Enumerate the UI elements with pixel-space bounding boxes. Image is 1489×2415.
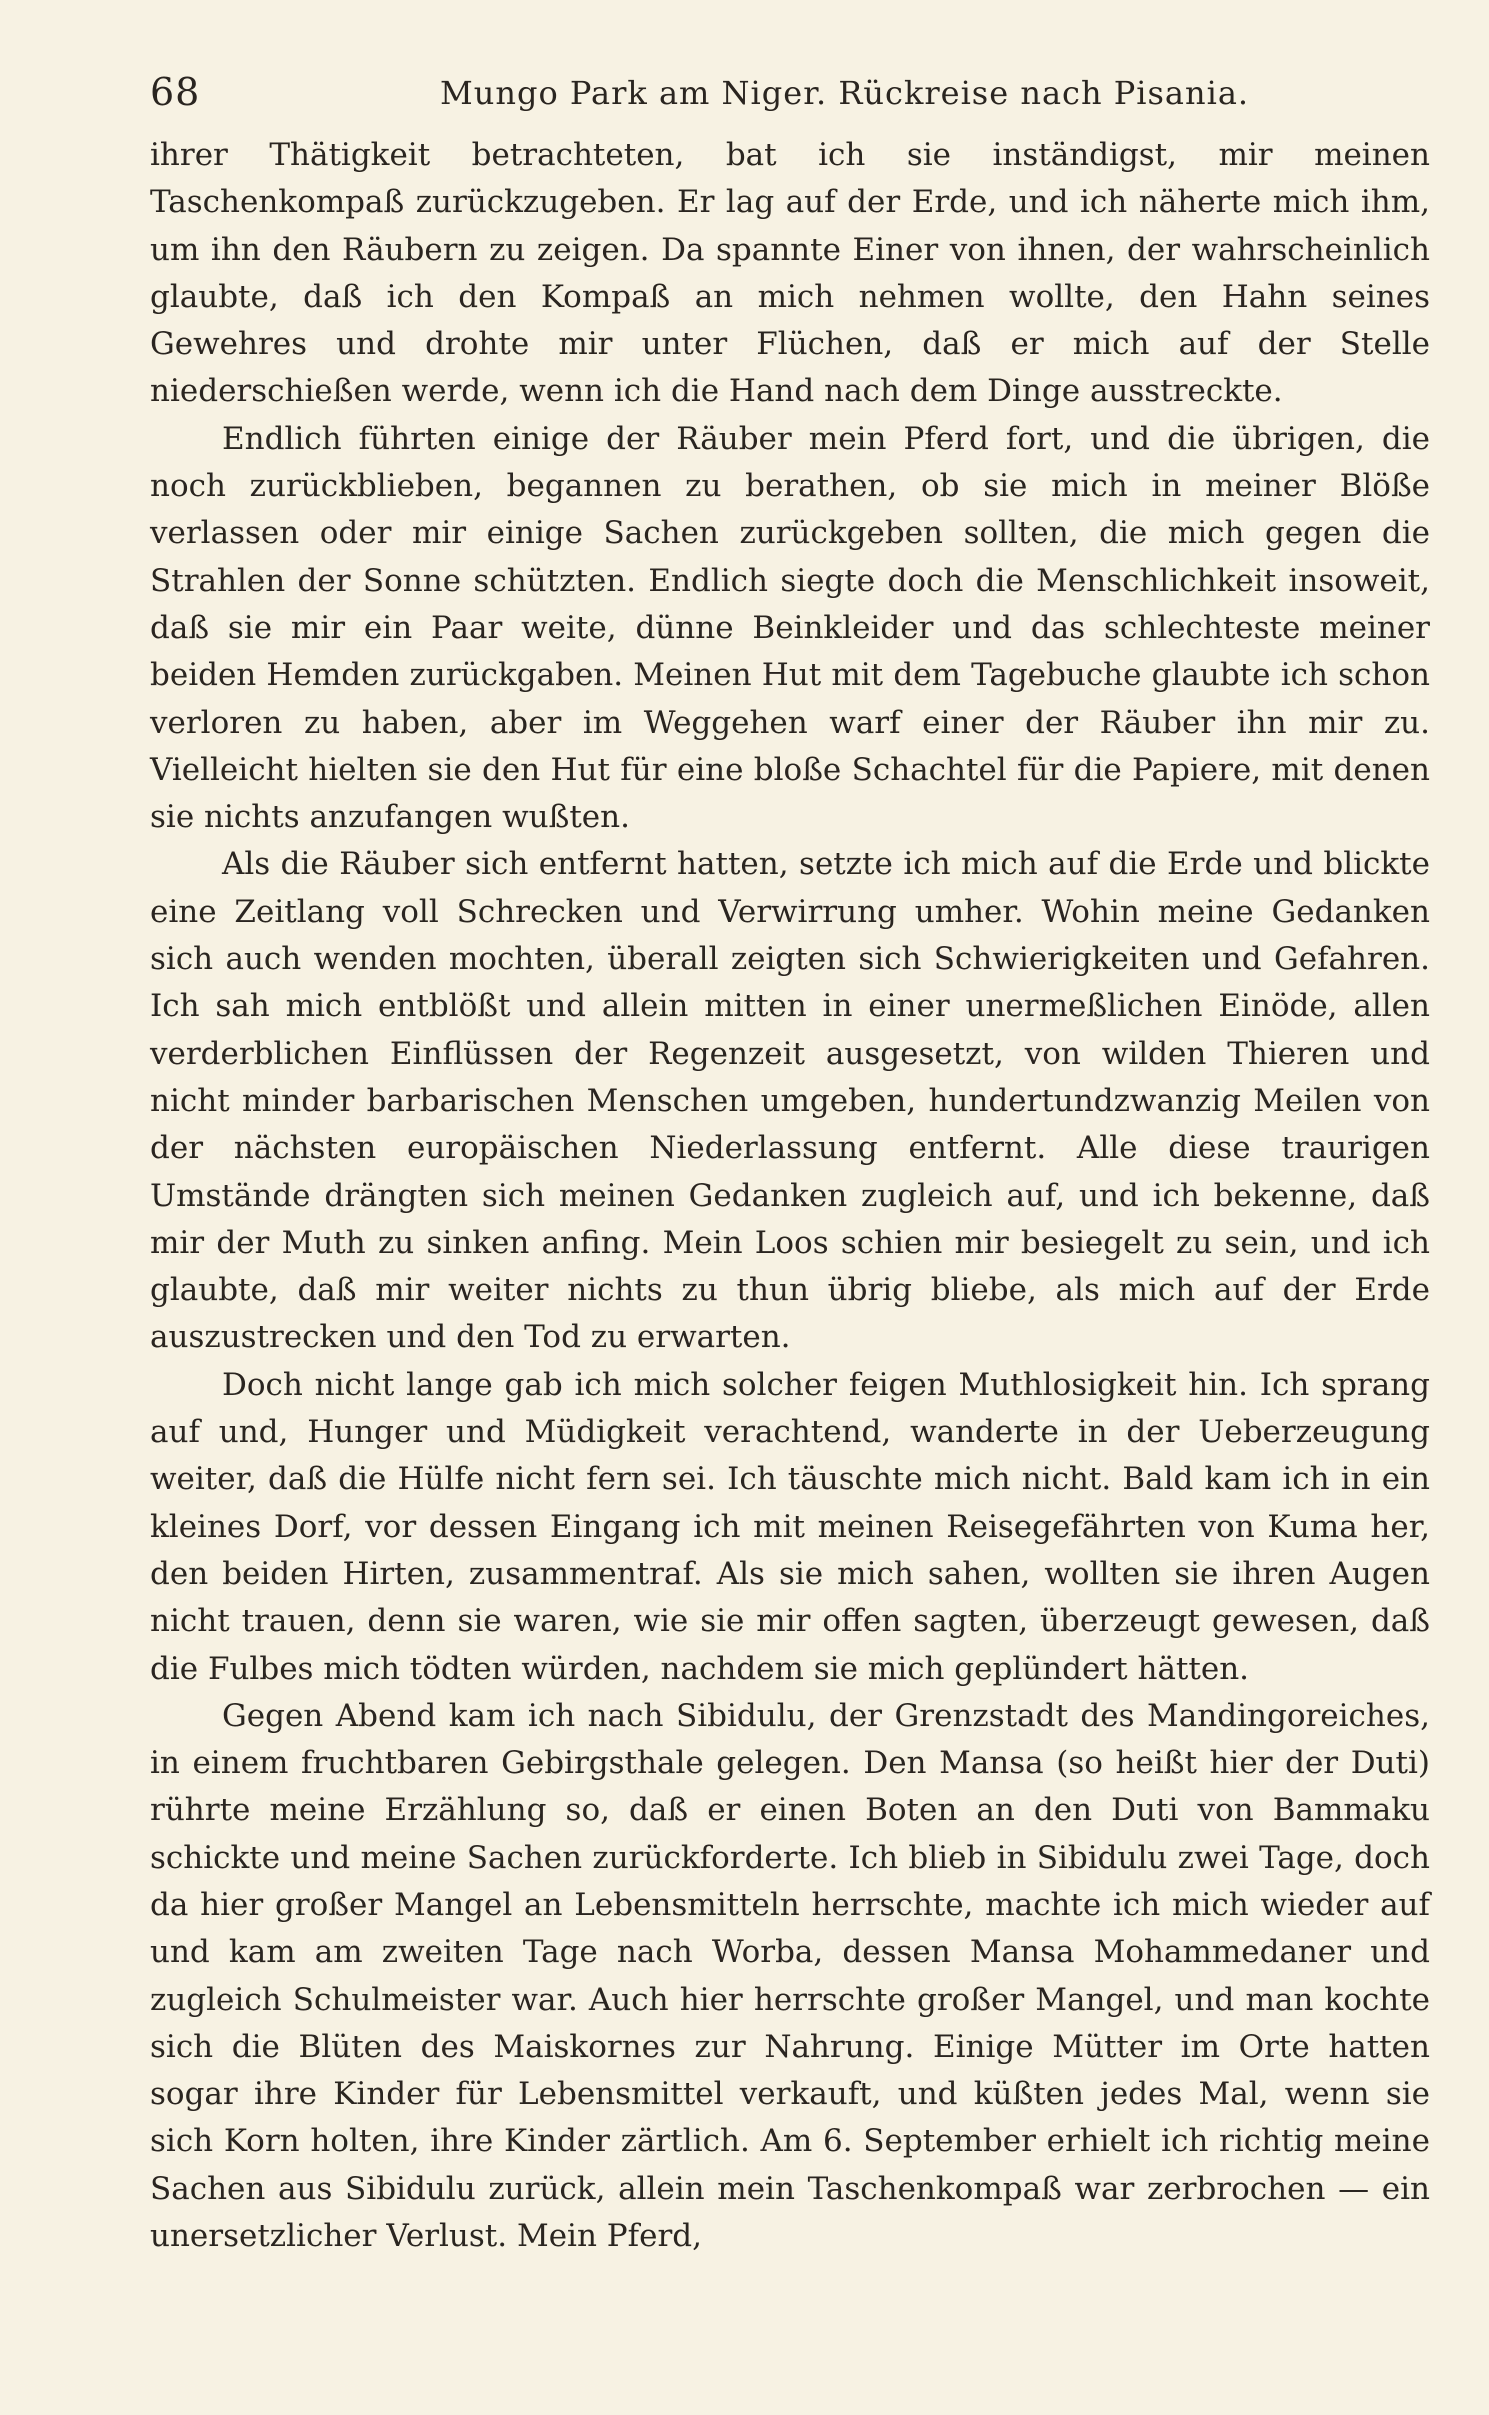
paragraph: Doch nicht lange gab ich mich solcher feigen Muthlosigkeit hin. Ich sprang auf und, Hunger und Müdigkeit verachtend, wanderte in der Ueberzeugung weiter, daß die Hülfe nicht fern sei. Ich täuschte mich nicht. Bald kam ich in ein kleines Dorf, vor dessen Eingang ich mit meinen Reisegefährten von Kuma her, den beiden Hirten, zusammentraf. Als sie mich sahen, wollten sie ihren Augen nicht trauen, denn sie waren, wie sie mir offen sagten, überzeugt gewesen, daß die Fulbes mich tödten würden, nachdem sie mich geplündert hätten.	[150, 1366, 1430, 1687]
paragraph: Als die Räuber sich entfernt hatten, setzte ich mich auf die Erde und blickte eine Zeitlang voll Schrecken und Verwirrung umher. Wohin meine Gedanken sich auch wenden mochten, überall zeigten sich Schwierigkeiten und Gefahren. Ich sah mich entblößt und allein mitten in einer unermeßlichen Einöde, allen verderblichen Einflüssen der Regenzeit ausgesetzt, von wilden Thieren und nicht minder barbarischen Menschen umgeben, hundertundzwanzig Meilen von der nächsten europäischen Niederlassung entfernt. Alle diese traurigen Umstände drängten sich meinen Gedanken zugleich auf, und ich bekenne, daß mir der Muth zu sinken anfing. Mein Loos schien mir besiegelt zu sein, und ich glaubte, daß mir weiter nichts zu thun übrig bliebe, als mich auf der Erde auszustrecken und den Tod zu erwarten.	[150, 846, 1430, 1356]
body-text	[150, 132, 1430, 2260]
paragraph: Endlich führten einige der Räuber mein Pferd fort, und die übrigen, die noch zurückblieben, begannen zu berathen, ob sie mich in meiner Blöße verlassen oder mir einige Sachen zurückgeben sollten, die mich gegen die Strahlen der Sonne schützten. Endlich siegte doch die Menschlichkeit insoweit, daß sie mir ein Paar weite, dünne Beinkleider und das schlechteste meiner beiden Hemden zurückgaben. Meinen Hut mit dem Tagebuche glaubte ich schon verloren zu haben, aber im Weggehen warf einer der Räuber ihn mir zu. Vielleicht hielten sie den Hut für eine bloße Schachtel für die Papiere, mit denen sie nichts anzufangen wußten.	[150, 420, 1430, 836]
page-number: 68	[150, 70, 201, 114]
paragraph: ihrer Thätigkeit betrachteten, bat ich sie inständigst, mir meinen Taschenkompaß zurückzugeben. Er lag auf der Erde, und ich näherte mich ihm, um ihn den Räubern zu zeigen. Da spannte Einer von ihnen, der wahrscheinlich glaubte, daß ich den Kompaß an mich nehmen wollte, den Hahn seines Gewehres und drohte mir unter Flüchen, daß er mich auf der Stelle niederschießen werde, wenn ich die Hand nach dem Dinge ausstreckte.	[150, 137, 1430, 410]
paragraph: Gegen Abend kam ich nach Sibidulu, der Grenzstadt des Mandingoreiches, in einem fruchtbaren Gebirgsthale gelegen. Den Mansa (so heißt hier der Duti) rührte meine Erzählung so, daß er einen Boten an den Duti von Bammaku schickte und meine Sachen zurückforderte. Ich blieb in Sibidulu zwei Tage, doch da hier großer Mangel an Lebensmitteln herrschte, machte ich mich wieder auf und kam am zweiten Tage nach Worba, dessen Mansa Mohammedaner und zugleich Schulmeister war. Auch hier herrschte großer Mangel, und man kochte sich die Blüten des Maiskornes zur Nahrung. Einige Mütter im Orte hatten sogar ihre Kinder für Lebensmittel verkauft, und küßten jedes Mal, wenn sie sich Korn holten, ihre Kinder zärtlich. Am 6. September erhielt ich richtig meine Sachen aus Sibidulu zurück, allein mein Taschenkompaß war zerbrochen — ein unersetzlicher Verlust. Mein Pferd,	[150, 1697, 1430, 2255]
running-title: Mungo Park am Niger. Rückreise nach Pisania.	[440, 74, 1250, 112]
page-header	[150, 70, 1429, 130]
